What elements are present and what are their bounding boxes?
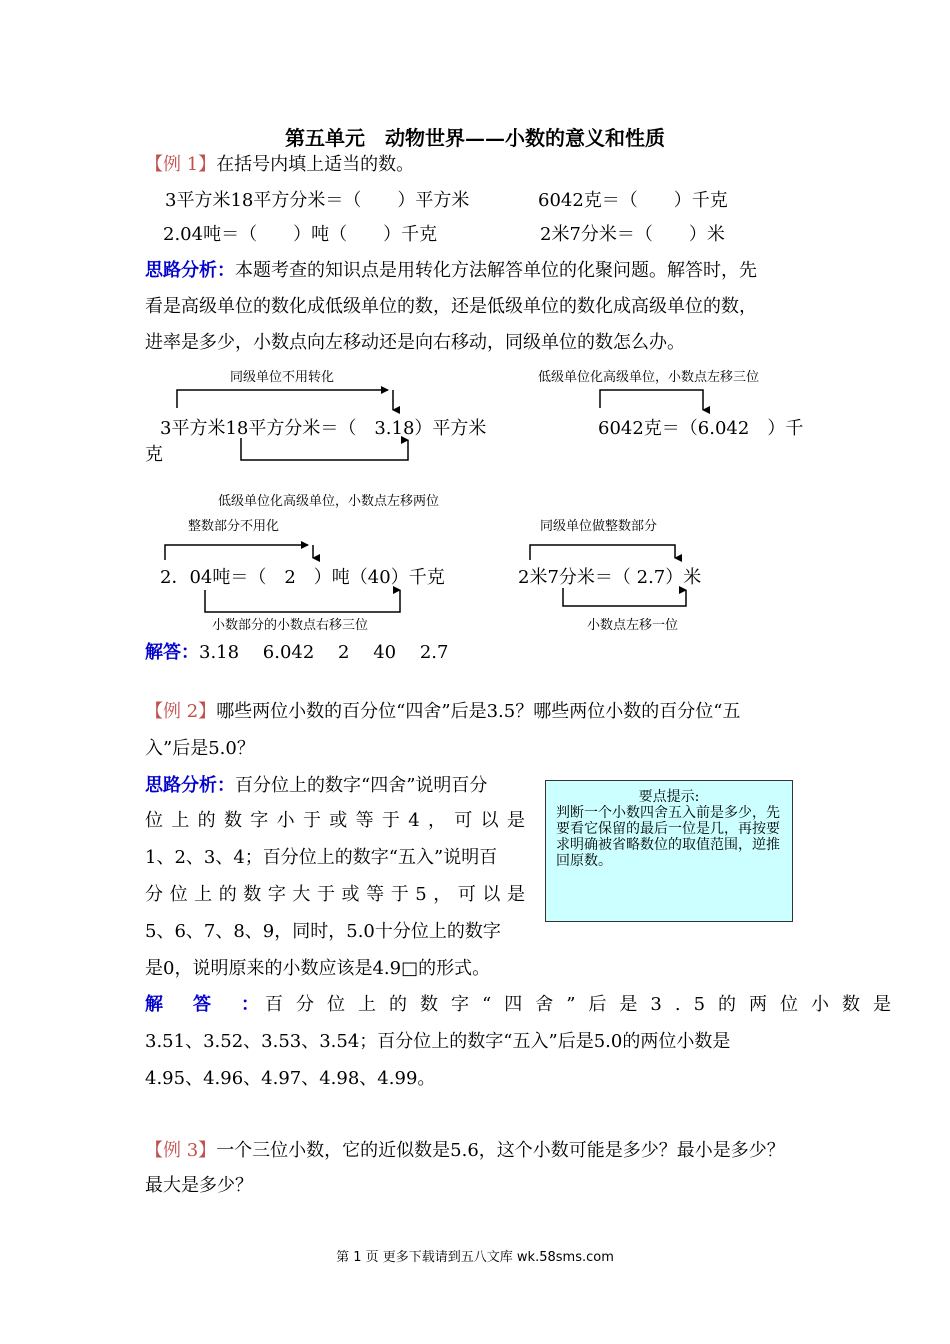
key-point-tip-box — [545, 780, 793, 922]
tip-body: 判断一个小数四舍五入前是多少，先要看它保留的最后一位是几，再按要求明确被省略数位的取值范围，逆推回原数。 — [556, 805, 780, 869]
answer-label: 解 答 ： — [145, 994, 265, 1015]
example-1-tag: 【例 1】 — [145, 154, 217, 175]
example-2-tag: 【例 2】 — [145, 701, 217, 722]
diagram-2-expression: 6042克＝（6.042 ）千 — [598, 418, 804, 439]
example-1-analysis-line-1: 思路分析：本题考查的知识点是用转化方法解答单位的化聚问题。解答时，先 — [145, 260, 757, 281]
example-2-analysis-line-6: 是0，说明原来的小数应该是4.9□的形式。 — [145, 958, 491, 979]
diagram-4-bottom-arrow — [563, 588, 686, 606]
example-1-item-1: 3平方米18平方分米＝（ ）平方米 — [165, 190, 470, 211]
diagram-3-note-bottom: 小数部分的小数点右移三位 — [212, 618, 369, 633]
example-2-analysis-line-1: 思路分析：百分位上的数字“四舍”说明百分 — [145, 775, 488, 796]
diagram-4-expression: 2米7分米＝（ 2.7）米 — [518, 567, 702, 588]
example-1-item-3: 2.04吨＝（ ）吨（ ）千克 — [163, 224, 438, 245]
example-2-question-line-1: 【例 2】哪些两位小数的百分位“四舍”后是3.5？哪些两位小数的百分位“五 — [145, 701, 741, 722]
analysis-label: 思路分析： — [145, 260, 235, 281]
diagram-3-top-arrow — [165, 545, 308, 560]
example-1-analysis-line-3: 进率是多少，小数点向左移动还是向右移动，同级单位的数怎么办。 — [145, 332, 685, 353]
diagram-1-note: 同级单位不用转化 — [230, 370, 335, 385]
example-1-analysis-line-2: 看是高级单位的数化成低级单位的数，还是低级单位的数化成高级单位的数， — [145, 296, 757, 317]
diagram-3-note: 整数部分不用化 — [188, 519, 280, 534]
diagram-3-bottom-arrow — [205, 590, 400, 612]
example-3-question-line-1: 【例 3】一个三位小数，它的近似数是5.6，这个小数可能是多少？最小是多少？ — [145, 1140, 785, 1161]
page-title: 第五单元 动物世界——小数的意义和性质 — [285, 126, 665, 150]
example-2-answer-line-1: 解 答 ： 百分位上的数字“四舍”后是3.5的两位小数是 — [145, 990, 805, 1016]
example-2-answer-line-3: 4.95、4.96、4.97、4.98、4.99。 — [145, 1068, 436, 1089]
diagram-3-expression: 2．04吨＝（ 2 ）吨（40）千克 — [160, 567, 445, 588]
example-2-analysis-line-3: 1、2、3、4；百分位上的数字“五入”说明百 — [145, 847, 498, 868]
example-1-item-4: 2米7分米＝（ ）米 — [540, 224, 725, 245]
diagram-1-expression: 3平方米18平方分米＝（ 3.18）平方米 — [160, 418, 487, 439]
diagram-1-top-arrow — [177, 390, 388, 408]
example-1-answer: 解答：3.18 6.042 2 40 2.7 — [145, 642, 449, 663]
example-2-question-line-2: 入”后是5.0？ — [145, 738, 255, 759]
diagram-3-note-top: 低级单位化高级单位，小数点左移两位 — [218, 494, 440, 509]
example-2-analysis-line-4: 分位上的数字大于或等于5，可以是 — [145, 884, 525, 905]
example-3-tag: 【例 3】 — [145, 1140, 217, 1161]
analysis-label: 思路分析： — [145, 775, 235, 796]
page-footer: 第 1 页 更多下载请到五八文库 wk.58sms.com — [336, 1250, 614, 1265]
diagram-4-top-arrow — [530, 545, 675, 560]
tip-title: 要点提示: — [638, 789, 700, 805]
example-1-question: 【例 1】在括号内填上适当的数。 — [145, 154, 415, 175]
example-1-item-2: 6042克＝（ ）千克 — [538, 190, 728, 211]
diagram-1-wrap: 克 — [145, 444, 163, 465]
diagram-4-note-bottom: 小数点左移一位 — [587, 618, 679, 633]
example-3-question-line-2: 最大是多少？ — [145, 1175, 253, 1196]
diagram-1-bottom-arrow — [241, 438, 408, 460]
example-2-analysis-line-2: 位上的数字小于或等于4，可以是 — [145, 810, 525, 831]
example-2-analysis-line-5: 5、6、7、8、9，同时，5.0十分位上的数字 — [145, 921, 501, 942]
answer-label: 解答： — [145, 642, 199, 663]
diagram-2-arrow — [600, 390, 703, 410]
diagram-4-note: 同级单位做整数部分 — [540, 519, 658, 534]
diagram-2-note: 低级单位化高级单位，小数点左移三位 — [538, 370, 760, 385]
example-2-answer-line-2: 3.51、3.52、3.53、3.54；百分位上的数字“五入”后是5.0的两位小数是 — [145, 1031, 731, 1052]
